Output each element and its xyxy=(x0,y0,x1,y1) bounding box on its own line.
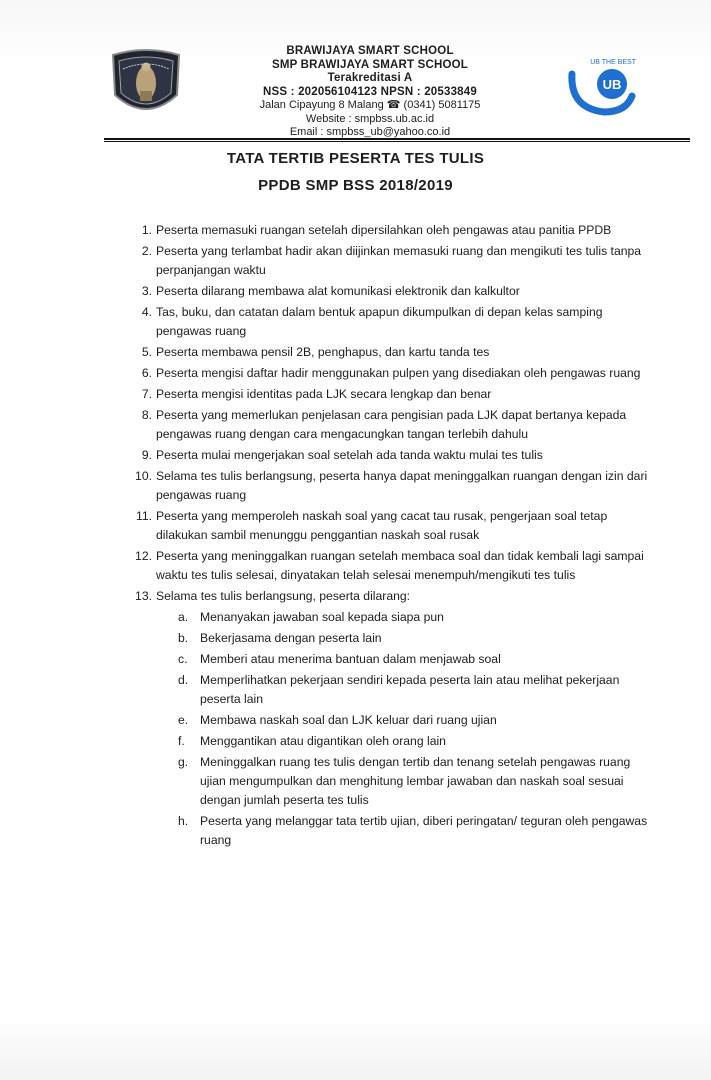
item-text: Peserta mulai mengerjakan soal setelah ada tanda waktu mulai tes tulis xyxy=(156,448,543,462)
sub-item-text: Memperlihatkan pekerjaan sendiri kepada peserta lain atau melihat pekerjaan peserta lain xyxy=(200,673,620,706)
item-text: Peserta yang terlambat hadir akan diijinkan memasuki ruang dan mengikuti tes tulis tanpa perpanjangan waktu xyxy=(156,244,642,277)
sub-item-text: Memberi atau menerima bantuan dalam menjawab soal xyxy=(200,652,501,666)
sub-item-text: Membawa naskah soal dan LJK keluar dari ruang ujian xyxy=(200,713,497,727)
sub-item-letter: g. xyxy=(178,755,189,769)
item-text: Selama tes tulis berlangsung, peserta hanya dapat meninggalkan ruangan dengan izin dari pengawas ruang xyxy=(156,469,648,502)
item-text: Peserta membawa pensil 2B, penghapus, dan kartu tanda tes xyxy=(156,345,490,359)
page-title: TATA TERTIB PESERTA TES TULIS xyxy=(226,150,485,167)
prohibitions-list xyxy=(156,608,652,850)
list-item xyxy=(132,587,652,850)
item-text: Selama tes tulis berlangsung, peserta dilarang: xyxy=(156,589,411,603)
sub-item-letter: c. xyxy=(178,652,188,666)
rules-list xyxy=(132,221,652,852)
list-item xyxy=(132,385,652,404)
item-number: 12. xyxy=(135,549,152,563)
item-text: Peserta yang memerlukan penjelasan cara pengisian pada LJK dapat bertanya kepada pengawas ruang dengan cara mengacungkan tangan terlebih dahulu xyxy=(156,408,627,441)
item-number: 6. xyxy=(141,366,152,380)
sub-item-text: Peserta yang melanggar tata tertib ujian, diberi peringatan/ teguran oleh pengawas ruang xyxy=(200,814,648,847)
sub-item-letter: b. xyxy=(178,631,189,645)
list-item xyxy=(132,221,652,240)
ub-logo-icon xyxy=(566,52,638,124)
sub-list-item xyxy=(156,608,652,627)
list-item xyxy=(132,343,652,362)
school-ids: NSS : 202056104123 NPSN : 20533849 xyxy=(263,85,477,98)
item-text: Peserta dilarang membawa alat komunikasi elektronik dan kalkultor xyxy=(156,284,520,298)
list-item xyxy=(132,406,652,444)
item-number: 9. xyxy=(141,448,152,462)
sub-item-text: Menggantikan atau digantikan oleh orang lain xyxy=(200,734,446,748)
page-subtitle: PPDB SMP BSS 2018/2019 xyxy=(258,177,453,194)
sub-item-text: Menanyakan jawaban soal kepada siapa pun xyxy=(200,610,444,624)
item-number: 10. xyxy=(135,469,152,483)
item-number: 2. xyxy=(141,244,152,258)
sub-item-letter: a. xyxy=(178,610,189,624)
list-item xyxy=(132,446,652,465)
sub-item-letter: e. xyxy=(178,713,189,727)
item-number: 8. xyxy=(141,408,152,422)
item-number: 4. xyxy=(141,305,152,319)
item-text: Peserta mengisi identitas pada LJK secara lengkap dan benar xyxy=(156,387,492,401)
item-number: 5. xyxy=(141,345,152,359)
school-badge-icon xyxy=(107,47,185,121)
ub-logo-mark: UB xyxy=(602,77,622,92)
item-text: Tas, buku, dan catatan dalam bentuk apapun dikumpulkan di depan kelas samping pengawas ruang xyxy=(156,305,603,338)
sub-item-text: Meninggalkan ruang tes tulis dengan tertib dan tenang setelah pengawas ruang ujian mengumpulkan dan menghitung lembar jawaban dan naskah soal sesuai dengan jumlah peserta tes tulis xyxy=(200,755,631,807)
sub-item-text: Bekerjasama dengan peserta lain xyxy=(200,631,382,645)
item-text: Peserta mengisi daftar hadir menggunakan pulpen yang disediakan oleh pengawas ruang xyxy=(156,366,641,380)
sub-list-item xyxy=(156,671,652,709)
sub-list-item xyxy=(156,650,652,669)
list-item xyxy=(132,364,652,383)
school-website: Website : smpbss.ub.ac.id xyxy=(305,112,435,125)
sub-item-letter: f. xyxy=(178,734,185,748)
school-email: Email : smpbss_ub@yahoo.co.id xyxy=(289,126,451,138)
item-text: Peserta yang meninggalkan ruangan setelah membaca soal dan tidak kembali lagi sampai waktu tes tulis selesai, dinyatakan telah selesai menempuh/mengikuti tes tulis xyxy=(156,549,644,582)
item-number: 7. xyxy=(141,387,152,401)
list-item xyxy=(132,467,652,505)
header-rule-thick xyxy=(104,138,690,140)
sub-list-item xyxy=(156,711,652,730)
list-item xyxy=(132,282,652,301)
item-number: 13. xyxy=(135,589,152,603)
sub-list-item xyxy=(156,812,652,850)
item-text: Peserta yang memperoleh naskah soal yang cacat tau rusak, pengerjaan soal tetap dilakukan sambil menunggu penggantian naskah soal rusak xyxy=(156,509,608,542)
school-sub-name: SMP BRAWIJAYA SMART SCHOOL xyxy=(271,58,469,71)
item-text: Peserta memasuki ruangan setelah dipersilahkan oleh pengawas atau panitia PPDB xyxy=(156,223,612,237)
sub-list-item xyxy=(156,629,652,648)
sub-item-letter: h. xyxy=(178,814,189,828)
ub-logo-slogan: UB THE BEST xyxy=(590,59,636,66)
header-rule-thin xyxy=(104,141,690,142)
item-number: 3. xyxy=(141,284,152,298)
school-header xyxy=(230,45,510,140)
list-item xyxy=(132,507,652,545)
list-item xyxy=(132,242,652,280)
sub-list-item xyxy=(156,732,652,751)
school-address: Jalan Cipayung 8 Malang ☎ (0341) 5081175 xyxy=(259,99,481,111)
school-name: BRAWIJAYA SMART SCHOOL xyxy=(286,45,454,57)
item-number: 11. xyxy=(135,509,152,523)
item-number: 1. xyxy=(141,223,152,237)
list-item xyxy=(132,547,652,585)
sub-list-item xyxy=(156,753,652,810)
list-item xyxy=(132,303,652,341)
accreditation: Terakreditasi A xyxy=(327,72,413,84)
sub-item-letter: d. xyxy=(178,673,189,687)
